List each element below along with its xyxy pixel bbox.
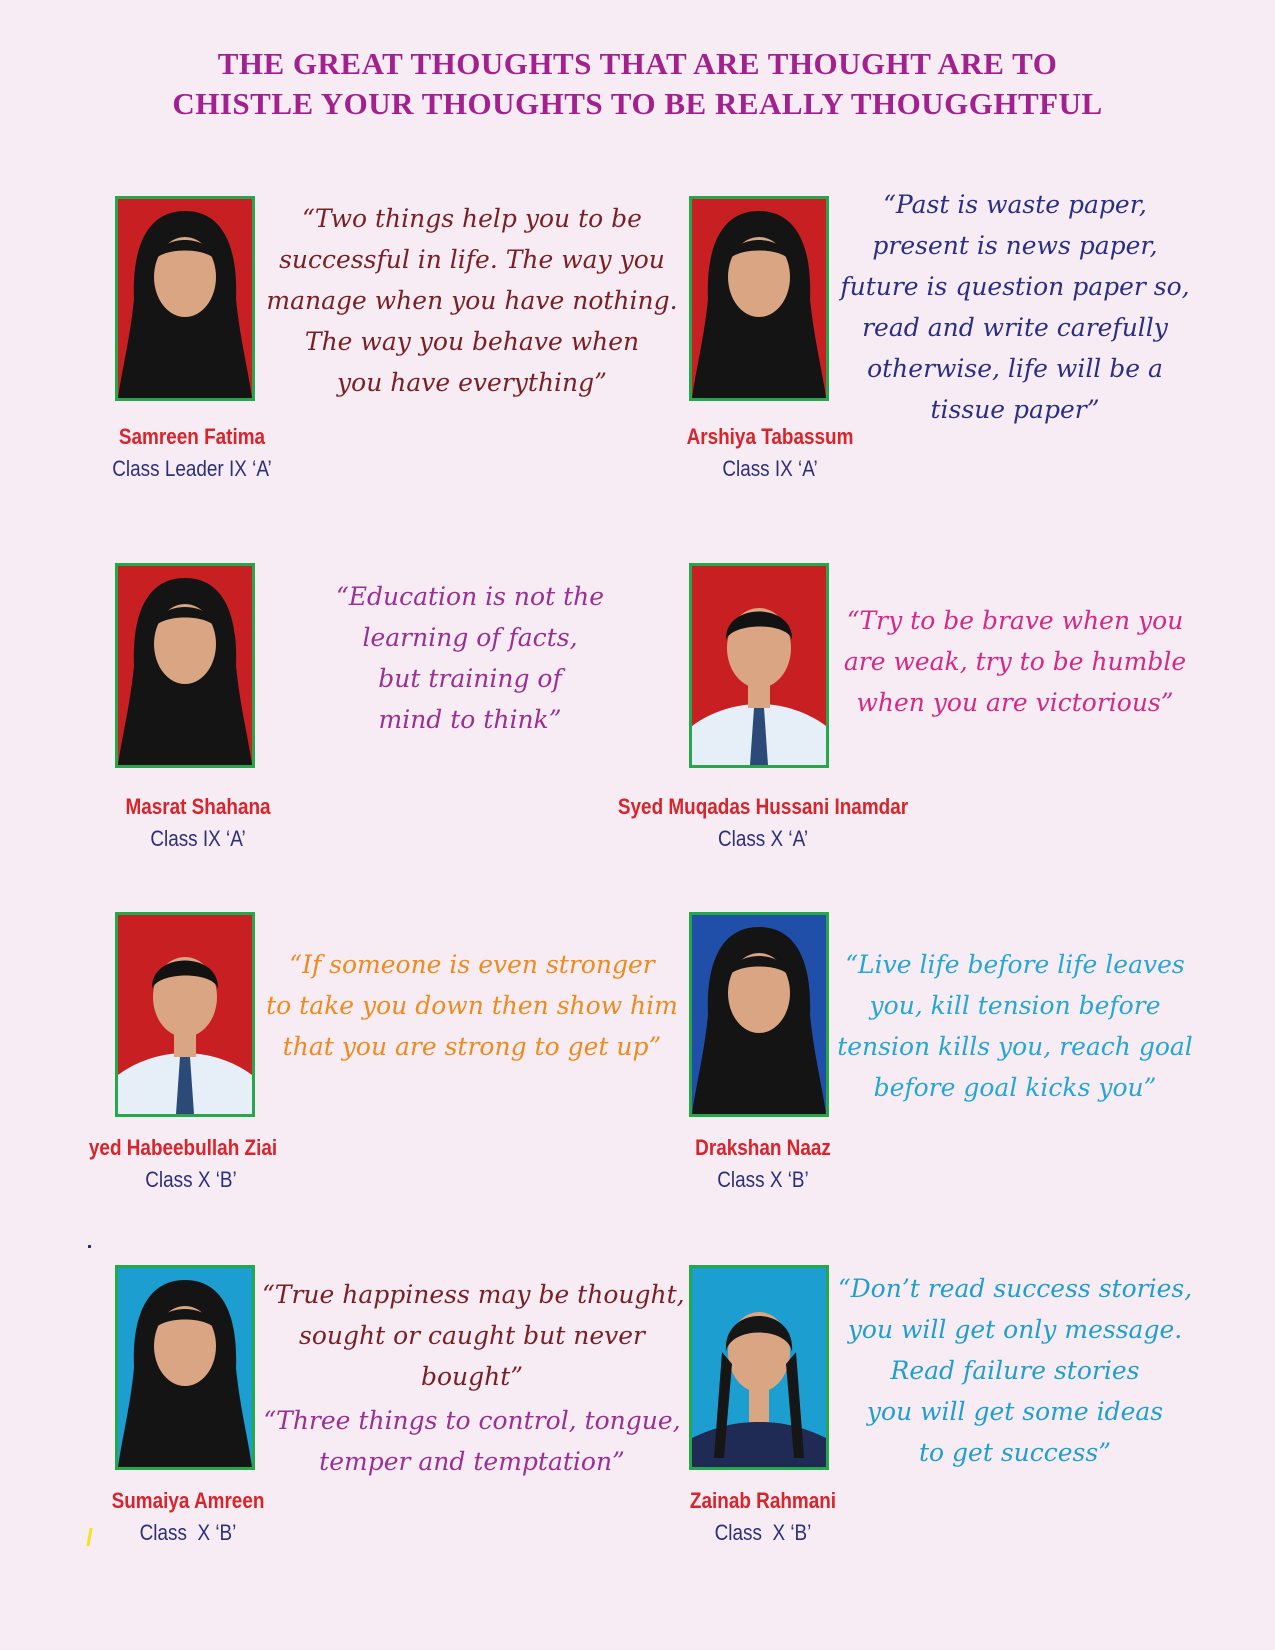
student-photo xyxy=(115,196,255,401)
student-quote xyxy=(262,944,682,1067)
page-title-line-2: CHISTLE YOUR THOUGHTS TO BE REALLY THOUGGHTFUL xyxy=(172,86,1103,121)
student-name: Sumaiya Amreen xyxy=(111,1488,265,1513)
quote-line: you have everything” xyxy=(337,368,607,397)
quote-line: future is question paper so, xyxy=(840,272,1190,301)
student-name: Masrat Shahana xyxy=(125,794,271,819)
student-photo xyxy=(689,196,829,401)
student-quote xyxy=(262,198,682,403)
portrait-image xyxy=(118,199,252,398)
student-quote-2 xyxy=(262,1400,682,1482)
quote-line: that you are strong to get up” xyxy=(282,1032,662,1061)
student-class: Class X ‘B’ xyxy=(717,1167,809,1192)
student-quote xyxy=(262,1274,685,1397)
student-name: Zainab Rahmani xyxy=(689,1488,837,1513)
student-name: Drakshan Naaz xyxy=(695,1135,831,1160)
quote-line: “Education is not the xyxy=(335,582,605,611)
student-quote xyxy=(830,944,1200,1108)
student-name: Syed Muqadas Hussani Inamdar xyxy=(617,794,909,819)
quote-line: Read failure stories xyxy=(890,1356,1140,1385)
student-name: yed Habeebullah Ziai xyxy=(88,1135,278,1160)
quote-line: to get success” xyxy=(918,1438,1111,1467)
quote-line: manage when you have nothing. xyxy=(266,286,678,315)
quote-line: tension kills you, reach goal xyxy=(837,1032,1193,1061)
quote-line: you, kill tension before xyxy=(869,991,1161,1020)
portrait-image xyxy=(118,915,252,1114)
student-name: Arshiya Tabassum xyxy=(686,424,854,449)
portrait-image xyxy=(118,1268,252,1467)
quote-line: temper and temptation” xyxy=(319,1447,625,1476)
quote-line: successful in life. The way you xyxy=(279,245,665,274)
quote-line: “Three things to control, tongue, xyxy=(263,1406,681,1435)
student-photo xyxy=(115,1265,255,1470)
page-title-line-1: THE GREAT THOUGHTS THAT ARE THOUGHT ARE TO xyxy=(217,46,1058,81)
student-photo xyxy=(115,563,255,768)
quote-line: The way you behave when xyxy=(304,327,640,356)
student-photo xyxy=(689,912,829,1117)
student-photo xyxy=(689,563,829,768)
student-class: Class X ‘B’ xyxy=(139,1520,237,1545)
print-dot-mark xyxy=(88,1245,91,1248)
student-quote xyxy=(830,184,1200,430)
quote-line: read and write carefully xyxy=(862,313,1168,342)
student-quote xyxy=(830,600,1200,723)
quote-line: tissue paper” xyxy=(930,395,1100,424)
quote-line: bought” xyxy=(420,1362,524,1391)
page-title xyxy=(0,44,1275,124)
portrait-image xyxy=(692,915,826,1114)
quote-line: when you are victorious” xyxy=(856,688,1174,717)
student-quote xyxy=(830,1268,1200,1473)
portrait-image xyxy=(692,1268,826,1467)
quote-line: “Try to be brave when you xyxy=(846,606,1184,635)
quote-line: sought or caught but never xyxy=(299,1321,645,1350)
quote-line: otherwise, life will be a xyxy=(867,354,1163,383)
quote-line: before goal kicks you” xyxy=(873,1073,1157,1102)
student-class: Class X ‘B’ xyxy=(145,1167,237,1192)
student-class: Class X ‘A’ xyxy=(717,826,809,851)
quote-line: “Don’t read success stories, xyxy=(837,1274,1193,1303)
portrait-image xyxy=(692,199,826,398)
student-photo xyxy=(115,912,255,1117)
quote-line: but training of xyxy=(378,664,562,693)
quote-line: you will get some ideas xyxy=(866,1397,1164,1426)
quote-line: are weak, try to be humble xyxy=(843,647,1187,676)
student-name: Samreen Fatima xyxy=(118,424,266,449)
quote-line: “If someone is even stronger xyxy=(289,950,655,979)
portrait-image xyxy=(692,566,826,765)
student-class: Class X ‘B’ xyxy=(714,1520,812,1545)
quote-line: “Two things help you to be xyxy=(302,204,642,233)
quote-line: mind to think” xyxy=(378,705,562,734)
quote-line: “Past is waste paper, xyxy=(883,190,1147,219)
portrait-image xyxy=(118,566,252,765)
student-class: Class IX ‘A’ xyxy=(150,826,246,851)
quote-line: to take you down then show him xyxy=(266,991,678,1020)
student-class: Class Leader IX ‘A’ xyxy=(112,456,272,481)
quote-line: present is news paper, xyxy=(872,231,1158,260)
student-photo xyxy=(689,1265,829,1470)
student-class: Class IX ‘A’ xyxy=(722,456,818,481)
quote-line: “True happiness may be thought, xyxy=(262,1280,685,1309)
quote-line: you will get only message. xyxy=(847,1315,1183,1344)
quote-line: learning of facts, xyxy=(362,623,578,652)
quote-line: “Live life before life leaves xyxy=(845,950,1185,979)
student-quote xyxy=(270,576,670,740)
